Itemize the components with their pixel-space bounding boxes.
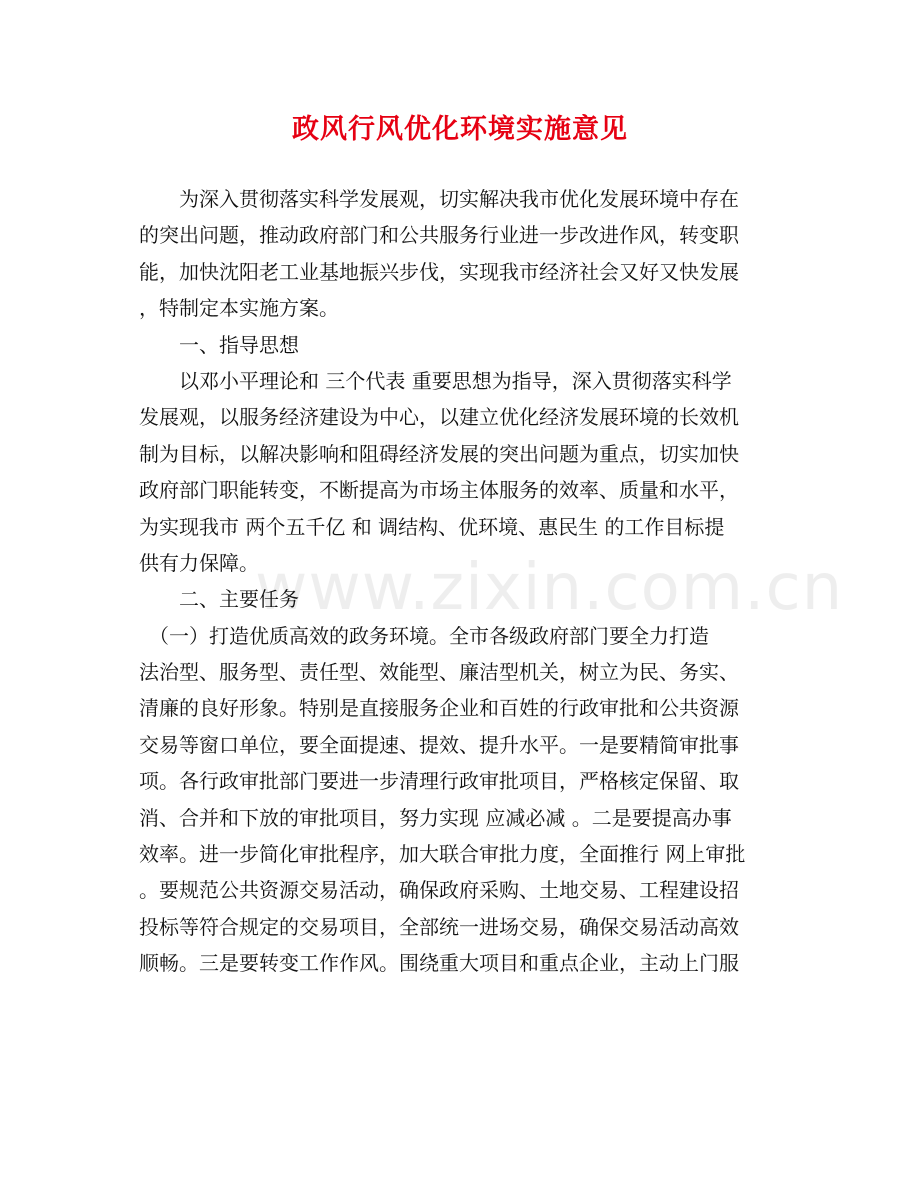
- body-text-line: ，特制定本实施方案。: [139, 296, 339, 321]
- body-text-line: 法治型、服务型、责任型、效能型、廉洁型机关，树立为民、务实、: [139, 660, 739, 685]
- body-text-line: 政府部门职能转变，不断提高为市场主体服务的效率、质量和水平，: [139, 478, 739, 503]
- body-text-line: 二、主要任务: [139, 587, 299, 612]
- body-text-line: 为深入贯彻落实科学发展观，切实解决我市优化发展环境中存在: [139, 187, 739, 211]
- body-text-line: 能，加快沈阳老工业基地振兴步伐，实现我市经济社会又好又快发展: [139, 259, 739, 284]
- body-text-line: 供有力保障。: [139, 550, 259, 575]
- body-text-line: 交易等窗口单位，要全面提速、提效、提升水平。一是要精简审批事: [139, 732, 739, 757]
- watermark: www.zixin.com.cn: [255, 551, 844, 625]
- body-text-line: 清廉的良好形象。特别是直接服务企业和百姓的行政审批和公共资源: [139, 696, 739, 721]
- body-text-line: 制为目标，以解决影响和阻碍经济发展的突出问题为重点，切实加快: [139, 441, 739, 466]
- body-text-line: （一）打造优质高效的政务环境。全市各级政府部门要全力打造: [139, 623, 709, 648]
- body-text-line: 以邓小平理论和 三个代表 重要思想为指导，深入贯彻落实科学: [139, 368, 732, 393]
- body-text-line: 的突出问题，推动政府部门和公共服务行业进一步改进作风，转变职: [139, 223, 739, 248]
- body-text-line: 为实现我市 两个五千亿 和 调结构、优环境、惠民生 的工作目标提: [139, 514, 725, 539]
- document-title: 政风行风优化环境实施意见: [292, 114, 628, 145]
- body-text-line: 一、指导思想: [139, 332, 299, 357]
- body-text-line: 发展观，以服务经济建设为中心，以建立优化经济发展环境的长效机: [139, 405, 739, 430]
- body-text-line: 。要规范公共资源交易活动，确保政府采购、土地交易、工程建设招: [139, 878, 739, 903]
- body-text-line: 项。各行政审批部门要进一步清理行政审批项目，严格核定保留、取: [139, 769, 739, 794]
- body-text-line: 效率。进一步简化审批程序，加大联合审批力度，全面推行 网上审批: [139, 842, 746, 867]
- body-text-line: 投标等符合规定的交易项目，全部统一进场交易，确保交易活动高效: [139, 914, 739, 939]
- document-body: [139, 181, 779, 982]
- body-text-line: 消、合并和下放的审批项目，努力实现 应减必减 。二是要提高办事: [139, 805, 732, 830]
- body-text-line: 顺畅。三是要转变工作作风。围绕重大项目和重点企业，主动上门服: [139, 951, 739, 976]
